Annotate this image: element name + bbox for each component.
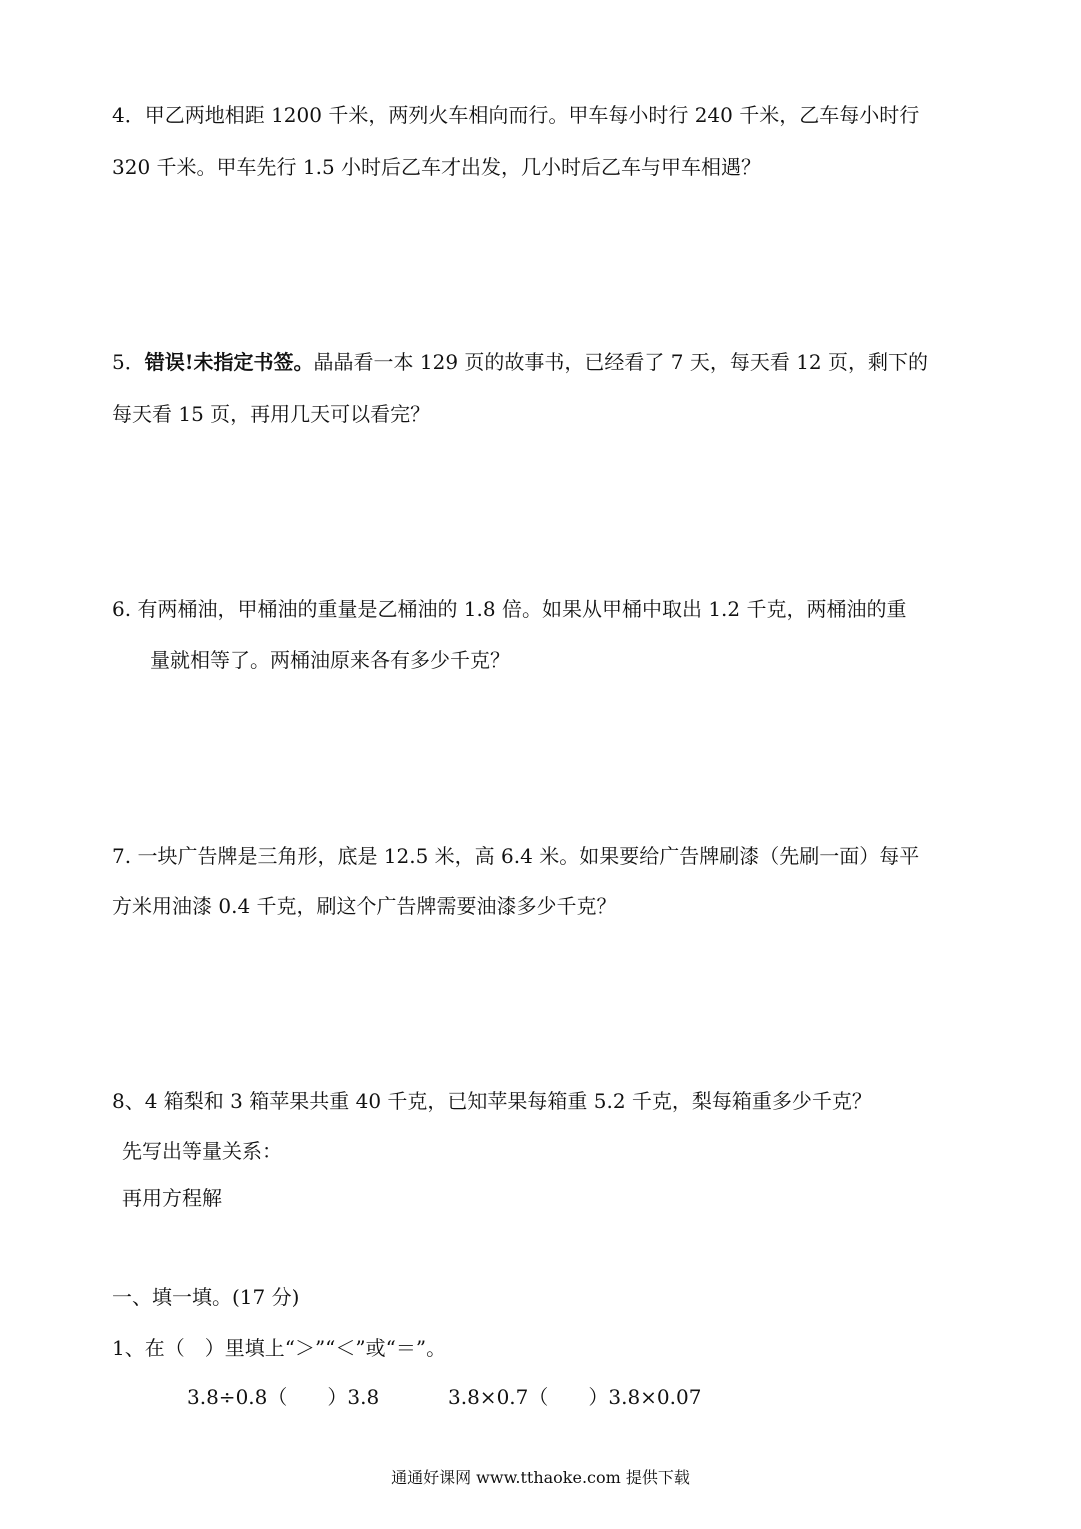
section1-heading: 一、填一填。(17 分) <box>112 1285 300 1309</box>
q5-error-text: 错误!未指定书签。 <box>144 350 314 374</box>
q5-line1-rest: 晶晶看一本 129 页的故事书，已经看了 7 天，每天看 12 页，剩下的 <box>313 350 929 374</box>
q4-line2: 320 千米。甲车先行 1.5 小时后乙车才出发，几小时后乙车与甲车相遇？ <box>112 155 762 179</box>
section1-expr1: 3.8÷0.8（ ）3.8 <box>187 1385 380 1409</box>
page-footer: 通通好课网 www.tthaoke.com 提供下载 <box>391 1468 690 1487</box>
q5-number: 5． <box>112 350 145 374</box>
q8-line3: 再用方程解 <box>122 1186 222 1210</box>
section1-item1: 1、在（ ）里填上“＞”“＜”或“＝”。 <box>112 1336 447 1360</box>
q6-line1: 6. 有两桶油，甲桶油的重量是乙桶油的 1.8 倍。如果从甲桶中取出 1.2 千克，两桶油的重 <box>112 597 907 621</box>
q6-line2: 量就相等了。两桶油原来各有多少千克？ <box>150 648 510 672</box>
q8-line2: 先写出等量关系： <box>122 1139 282 1163</box>
q5-line1 <box>112 348 928 376</box>
q7-line2: 方米用油漆 0.4 千克，刷这个广告牌需要油漆多少千克？ <box>112 894 617 918</box>
q8-line1: 8、4 箱梨和 3 箱苹果共重 40 千克，已知苹果每箱重 5.2 千克，梨每箱重多少千克？ <box>112 1089 872 1113</box>
q5-line2: 每天看 15 页，再用几天可以看完？ <box>112 402 431 426</box>
q4-line1: 4．甲乙两地相距 1200 千米，两列火车相向而行。甲车每小时行 240 千米，乙车每小时行 <box>112 103 920 127</box>
q7-line1: 7. 一块广告牌是三角形，底是 12.5 米，高 6.4 米。如果要给广告牌刷漆（先刷一面）每平 <box>112 844 920 868</box>
section1-expr2: 3.8×0.7（ ）3.8×0.07 <box>448 1385 702 1409</box>
